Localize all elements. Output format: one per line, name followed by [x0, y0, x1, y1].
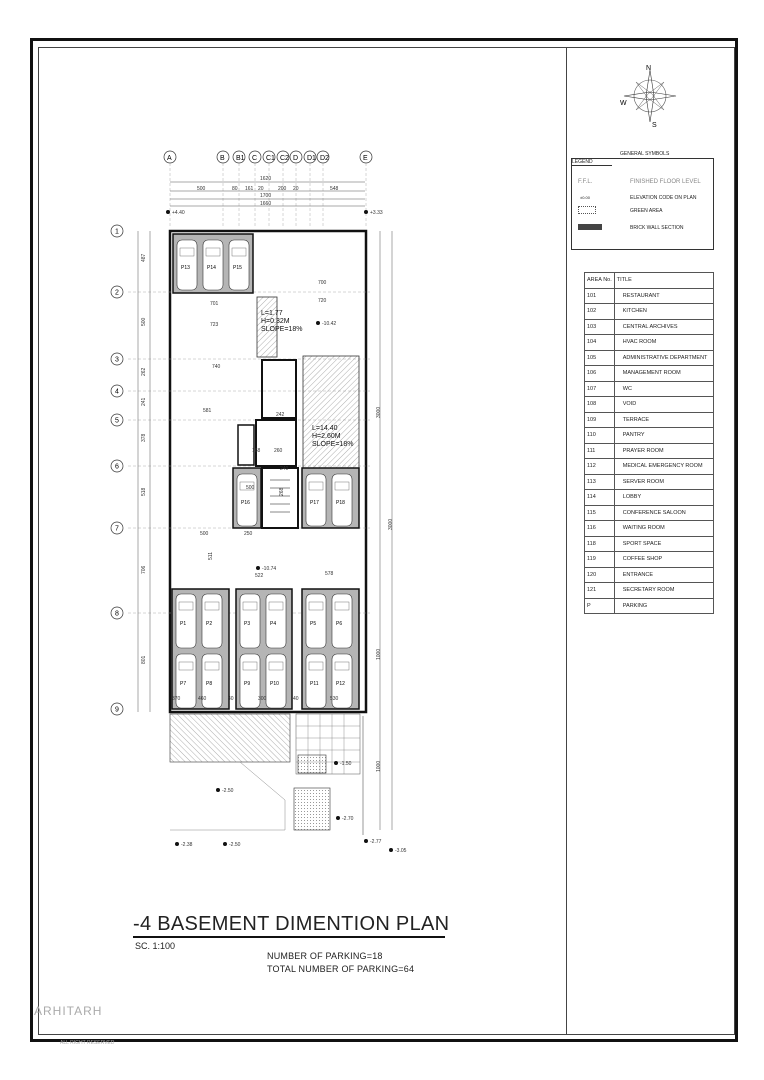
svg-text:H=0.32M: H=0.32M — [261, 318, 290, 325]
area-table-row — [585, 412, 714, 428]
dimension-label: 530 — [330, 696, 339, 702]
area-title: PANTRY — [614, 428, 713, 444]
area-number: 104 — [585, 335, 615, 351]
parking-total: TOTAL NUMBER OF PARKING=64 — [267, 964, 415, 974]
parking-spot — [203, 240, 223, 290]
dimension-label: 518 — [141, 487, 147, 496]
parking-spot-label: P16 — [241, 500, 250, 506]
dimension-label: 370 — [172, 696, 181, 702]
level-marker-icon — [389, 848, 393, 852]
area-table-header — [585, 273, 714, 289]
level-marker-icon — [364, 210, 368, 214]
area-table-row — [585, 288, 714, 304]
level-marker-icon — [166, 210, 170, 214]
area-table-row — [585, 397, 714, 413]
title-underline — [133, 936, 445, 938]
grid-label-col: D — [293, 155, 299, 162]
grid-label-col: B — [220, 155, 225, 162]
dimension-label: 262 — [141, 367, 147, 376]
grid-label-col: C1 — [266, 155, 275, 162]
dimension-label: 578 — [325, 571, 334, 577]
area-table-row — [585, 319, 714, 335]
grid-label-row: 4 — [115, 388, 119, 396]
area-number: 105 — [585, 350, 615, 366]
area-title: WC — [614, 381, 713, 397]
legend-label-green: GREEN AREA — [630, 208, 663, 214]
grid-label-row: 9 — [115, 706, 119, 714]
area-number: 113 — [585, 474, 615, 490]
area-number: 114 — [585, 490, 615, 506]
dimension-label: 260 — [274, 448, 283, 454]
parking-spot-label: P2 — [206, 621, 213, 627]
area-table-row — [585, 335, 714, 351]
area-number: 108 — [585, 397, 615, 413]
level-label: +3.33 — [370, 210, 383, 216]
parking-spot — [237, 474, 257, 526]
level-label: -10.42 — [322, 321, 337, 327]
parking-spot-label: P14 — [207, 265, 216, 271]
area-number: 109 — [585, 412, 615, 428]
parking-spot-label: P17 — [310, 500, 319, 506]
level-marker-icon — [336, 816, 340, 820]
svg-text:SLOPE=18%: SLOPE=18% — [261, 326, 303, 333]
level-marker-icon — [256, 566, 260, 570]
area-title: PARKING — [614, 598, 713, 614]
grid-label-row: 8 — [115, 610, 119, 618]
area-title: SPORT SPACE — [614, 536, 713, 552]
grid-label-col: C2 — [280, 155, 289, 162]
area-title: PRAYER ROOM — [614, 443, 713, 459]
area-table — [584, 272, 714, 614]
level-marker-icon — [334, 761, 338, 765]
area-table-row — [585, 567, 714, 583]
grid-label-col: A — [167, 155, 172, 162]
level-marker-icon — [223, 842, 227, 846]
level-label: -2.50 — [222, 788, 234, 794]
parking-spot — [306, 594, 326, 648]
dimension-label: 581 — [203, 408, 212, 414]
dimension-label: 548 — [330, 186, 339, 192]
legend-label-ffl: FINISHED FLOOR LEVEL — [630, 179, 701, 185]
svg-text:L=1.77: L=1.77 — [261, 310, 283, 317]
dimension-label: 20 — [293, 186, 299, 192]
area-table-row — [585, 304, 714, 320]
area-number: 102 — [585, 304, 615, 320]
dimension-label: 378 — [141, 433, 147, 442]
parking-spot-label: P5 — [310, 621, 317, 627]
legend-box — [571, 158, 714, 250]
dimension-label: 723 — [210, 322, 219, 328]
grid-label-row: 7 — [115, 525, 119, 533]
drawing-scale: SC. 1:100 — [135, 941, 176, 951]
area-title: CENTRAL ARCHIVES — [614, 319, 713, 335]
area-table-row — [585, 381, 714, 397]
dimension-label: 700 — [318, 280, 327, 286]
parking-spot — [202, 594, 222, 648]
dimension-label: 511 — [208, 552, 214, 560]
area-number: 121 — [585, 583, 615, 599]
level-label: -2.50 — [229, 842, 241, 848]
level-marker-icon — [175, 842, 179, 846]
level-label: +4.40 — [172, 210, 185, 216]
area-title: WAITING ROOM — [614, 521, 713, 537]
dimension-label: 40 — [293, 696, 299, 702]
area-number: 103 — [585, 319, 615, 335]
legend-symbol-elevation: ±0.00 — [580, 195, 590, 200]
area-table-row — [585, 552, 714, 568]
area-table-row — [585, 366, 714, 382]
legend-symbol-ffl: F.F.L. — [578, 179, 593, 185]
dimension-label: 240 — [280, 466, 289, 472]
parking-spot-label: P9 — [244, 681, 251, 687]
dimension-label: 1000 — [376, 648, 382, 660]
watermark-logo: ARHITARH — [34, 1004, 103, 1018]
area-title: TERRACE — [614, 412, 713, 428]
area-title: TITLE — [614, 273, 713, 289]
dimension-label: 1660 — [260, 201, 272, 207]
dimension-label: 40 — [228, 696, 234, 702]
area-number: 110 — [585, 428, 615, 444]
parking-spot-label: P18 — [336, 500, 345, 506]
area-title: ADMINISTRATIVE DEPARTMENT — [614, 350, 713, 366]
parking-spot-label: P4 — [270, 621, 277, 627]
area-table-row — [585, 459, 714, 475]
level-label: -2.77 — [370, 839, 382, 845]
grid-label-col: D2 — [320, 155, 329, 162]
dimension-label: 460 — [198, 696, 207, 702]
parking-spot-label: P15 — [233, 265, 242, 271]
dimension-label: 20 — [258, 186, 264, 192]
ramp-annotation-small — [261, 310, 302, 333]
dimension-label: 500 — [200, 531, 209, 537]
dimension-label: 200 — [278, 186, 287, 192]
dimension-label: 740 — [212, 364, 221, 370]
grid-label-col: C — [252, 155, 258, 162]
svg-text:SLOPE=18%: SLOPE=18% — [312, 441, 354, 448]
parking-spot-label: P13 — [181, 265, 190, 271]
svg-text:S: S — [652, 122, 657, 129]
dimension-label: 500 — [141, 317, 147, 326]
area-number: 116 — [585, 521, 615, 537]
area-number: P — [585, 598, 615, 614]
parking-spot-label: P12 — [336, 681, 345, 687]
area-title: MANAGEMENT ROOM — [614, 366, 713, 382]
level-label: -3.05 — [395, 848, 407, 854]
dimension-label: 3000 — [388, 518, 394, 530]
dimension-label: 242 — [276, 412, 285, 418]
parking-spot-label: P11 — [310, 681, 319, 687]
grid-label-col: B1 — [236, 155, 245, 162]
dimension-label: 1000 — [376, 760, 382, 772]
area-table-row — [585, 583, 714, 599]
top-dimension-labels — [197, 176, 339, 207]
grid-label-row: 1 — [115, 228, 119, 236]
parking-spot-label: P1 — [180, 621, 187, 627]
svg-text:W: W — [620, 100, 627, 107]
grid-label-row: 2 — [115, 289, 119, 297]
area-title: LOBBY — [614, 490, 713, 506]
dimension-label: 161 — [245, 186, 254, 192]
grid-label-row: 6 — [115, 463, 119, 471]
area-table-row — [585, 428, 714, 444]
parking-spot — [240, 654, 260, 708]
exterior-landscape — [170, 714, 363, 835]
area-title: ENTRANCE — [614, 567, 713, 583]
legend-title: LEGEND — [572, 159, 612, 166]
area-number: 101 — [585, 288, 615, 304]
general-symbols-heading: GENERAL SYMBOLS — [620, 151, 670, 157]
level-marker-icon — [316, 321, 320, 325]
area-title: KITCHEN — [614, 304, 713, 320]
grid-label-row: 3 — [115, 356, 119, 364]
grid-row-bubbles — [111, 225, 123, 715]
dimension-label: 801 — [141, 655, 147, 664]
level-marker-icon — [364, 839, 368, 843]
parking-spot-label: P7 — [180, 681, 187, 687]
drawing-title: -4 BASEMENT DIMENTION PLAN — [133, 913, 450, 935]
dimension-label: 80 — [232, 186, 238, 192]
area-number: AREA No. — [585, 273, 615, 289]
parking-spot — [240, 594, 260, 648]
area-table-row — [585, 474, 714, 490]
parking-spot — [266, 654, 286, 708]
dimension-label: 241 — [141, 397, 147, 406]
dimension-label: 168 — [252, 448, 261, 454]
area-table-row — [585, 536, 714, 552]
area-title: HVAC ROOM — [614, 335, 713, 351]
area-table-row — [585, 443, 714, 459]
area-number: 111 — [585, 443, 615, 459]
level-label: -2.70 — [342, 816, 354, 822]
area-number: 115 — [585, 505, 615, 521]
area-title: SECRETARY ROOM — [614, 583, 713, 599]
area-title: COFFEE SHOP — [614, 552, 713, 568]
svg-text:H=2.60M: H=2.60M — [312, 433, 341, 440]
grid-label-row: 5 — [115, 417, 119, 425]
area-table-row — [585, 350, 714, 366]
dimension-label: 268 — [279, 487, 285, 496]
parking-spot-label: P10 — [270, 681, 279, 687]
watermark-rights: ALL RIGHT RESERVED — [60, 1040, 115, 1046]
dimension-label: 300 — [258, 696, 267, 702]
parking-count: NUMBER OF PARKING=18 — [267, 951, 383, 961]
north-arrow-compass — [620, 65, 676, 129]
level-label: -10.74 — [262, 566, 277, 572]
area-number: 106 — [585, 366, 615, 382]
area-title: MEDICAL EMERGENCY ROOM — [614, 459, 713, 475]
dimension-label: 522 — [255, 573, 264, 579]
legend-brick-wall-swatch — [578, 224, 602, 230]
parking-spot — [332, 594, 352, 648]
dimension-label: 3000 — [376, 406, 382, 418]
parking-spot-label: P6 — [336, 621, 343, 627]
svg-text:L=14.40: L=14.40 — [312, 425, 338, 432]
parking-spot — [332, 474, 352, 526]
area-number: 112 — [585, 459, 615, 475]
parking-spot — [176, 594, 196, 648]
area-table-row — [585, 521, 714, 537]
parking-spot — [306, 474, 326, 526]
area-number: 118 — [585, 536, 615, 552]
dimension-label: 1620 — [260, 176, 272, 182]
area-title: RESTAURANT — [614, 288, 713, 304]
parking-spot — [177, 240, 197, 290]
legend-label-elevation: ELEVATION CODE ON PLAN — [630, 195, 697, 201]
area-table-row — [585, 505, 714, 521]
dimension-label: 500 — [197, 186, 206, 192]
area-number: 107 — [585, 381, 615, 397]
ramp-large — [303, 356, 359, 476]
svg-text:N: N — [646, 65, 652, 72]
dimension-label: 701 — [210, 301, 219, 307]
dimension-label: 500 — [246, 485, 255, 491]
area-number: 119 — [585, 552, 615, 568]
dimension-label: 250 — [244, 531, 253, 537]
grid-column-bubbles — [164, 151, 372, 228]
dimension-label: 1700 — [260, 193, 272, 199]
level-label: -2.38 — [181, 842, 193, 848]
grid-label-col: E — [363, 155, 368, 162]
area-table-row — [585, 598, 714, 614]
area-title: VOID — [614, 397, 713, 413]
parking-spot — [266, 594, 286, 648]
parking-spot — [229, 240, 249, 290]
grid-label-col: D1 — [307, 155, 316, 162]
parking-spot — [306, 654, 326, 708]
level-marker-icon — [216, 788, 220, 792]
area-table-row — [585, 490, 714, 506]
area-title: SERVER ROOM — [614, 474, 713, 490]
parking-spot-label: P8 — [206, 681, 213, 687]
dimension-label: 720 — [318, 298, 327, 304]
parking-spot-label: P3 — [244, 621, 251, 627]
area-number: 120 — [585, 567, 615, 583]
level-label: -1.50 — [340, 761, 352, 767]
area-title: CONFERENCE SALOON — [614, 505, 713, 521]
legend-label-brick: BRICK WALL SECTION — [630, 225, 684, 231]
dimension-label: 706 — [141, 565, 147, 574]
legend-green-area-swatch — [578, 206, 596, 214]
dimension-label: 487 — [141, 253, 147, 262]
